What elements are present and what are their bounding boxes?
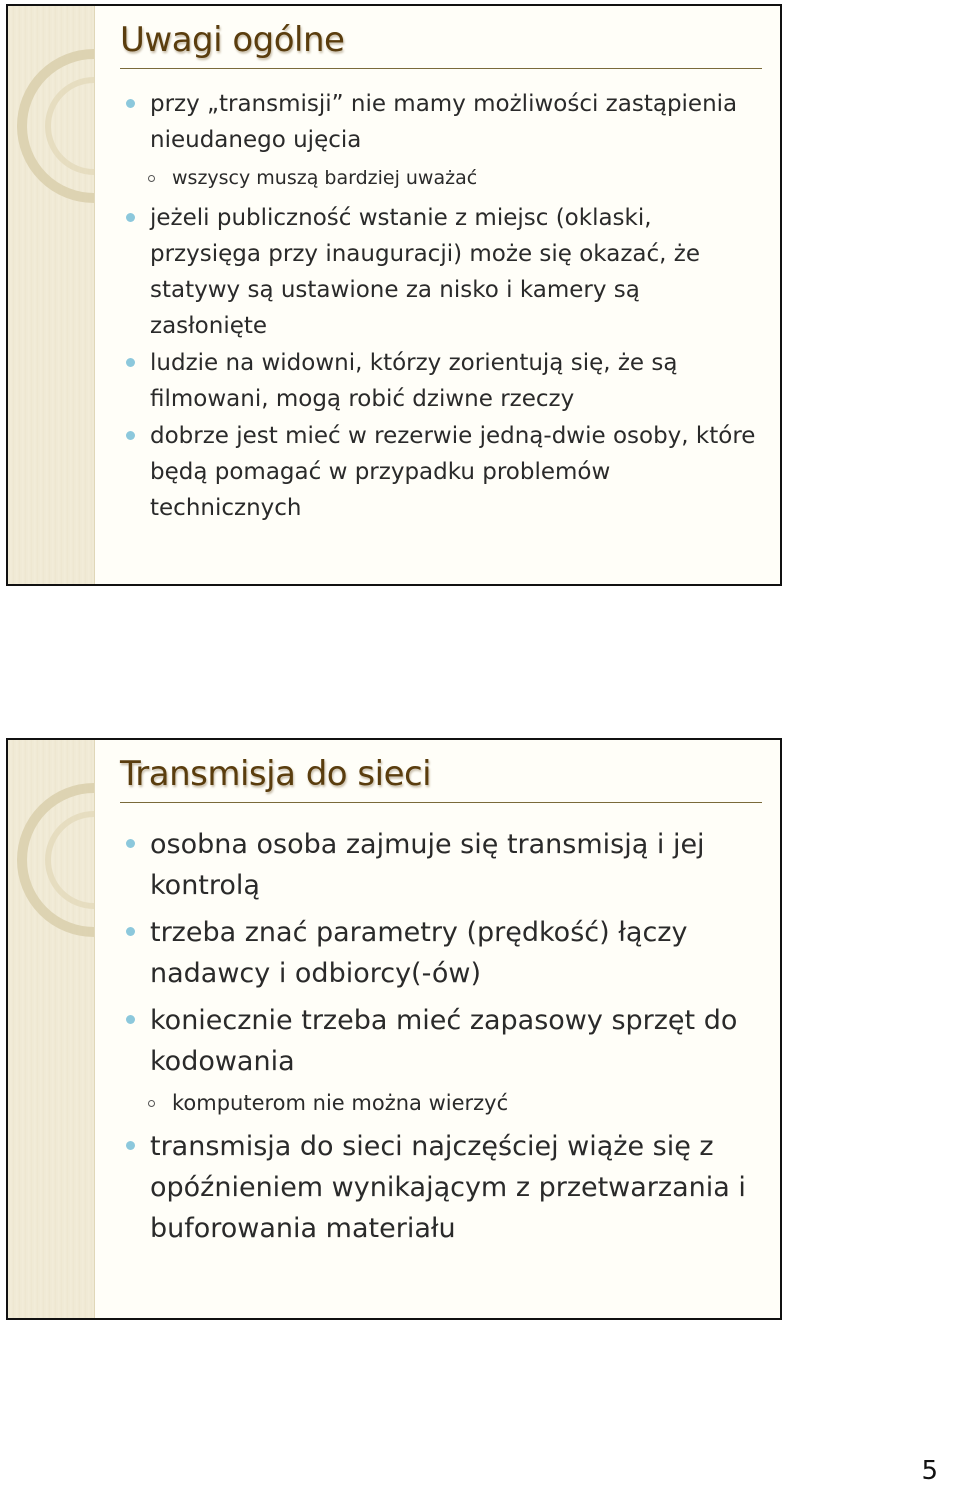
bullet-item: ludzie na widowni, którzy zorientują się, że są filmowani, mogą robić dziwne rzeczy (126, 345, 758, 417)
slide-title: Transmisja do sieci (120, 754, 432, 794)
bullet-item: koniecznie trzeba mieć zapasowy sprzęt do kodowania (126, 1000, 758, 1082)
page-number: 5 (921, 1456, 938, 1486)
bullet-item: trzeba znać parametry (prędkość) łączy nadawcy i odbiorcy(-ów) (126, 912, 758, 994)
bullet-item: przy „transmisji” nie mamy możliwości zastąpienia nieudanego ujęcia (126, 86, 758, 158)
bullet-list (126, 86, 758, 527)
bullet-list (126, 824, 758, 1255)
bullet-item: transmisja do sieci najczęściej wiąże się z opóźnieniem wynikającym z przetwarzania i buforowania materiału (126, 1126, 758, 1249)
sub-bullet-item: wszyscy muszą bardziej uważać (126, 162, 758, 194)
bullet-item: dobrze jest mieć w rezerwie jedną-dwie osoby, które będą pomagać w przypadku problemów technicznych (126, 418, 758, 526)
slide-decoration-sidebar (8, 740, 95, 1318)
slide-2 (6, 738, 782, 1320)
sub-bullet-item: komputerom nie można wierzyć (126, 1086, 758, 1120)
title-divider (120, 68, 762, 69)
decorative-arcs-icon (8, 6, 94, 246)
slide-decoration-sidebar (8, 6, 95, 584)
decorative-arcs-icon (8, 740, 94, 980)
bullet-item: jeżeli publiczność wstanie z miejsc (oklaski, przysięga przy inauguracji) może się okazać, że statywy są ustawione za nisko i kamery są zasłonięte (126, 200, 758, 344)
title-divider (120, 802, 762, 803)
slide-title: Uwagi ogólne (120, 20, 345, 60)
slide-1 (6, 4, 782, 586)
bullet-item: osobna osoba zajmuje się transmisją i jej kontrolą (126, 824, 758, 906)
